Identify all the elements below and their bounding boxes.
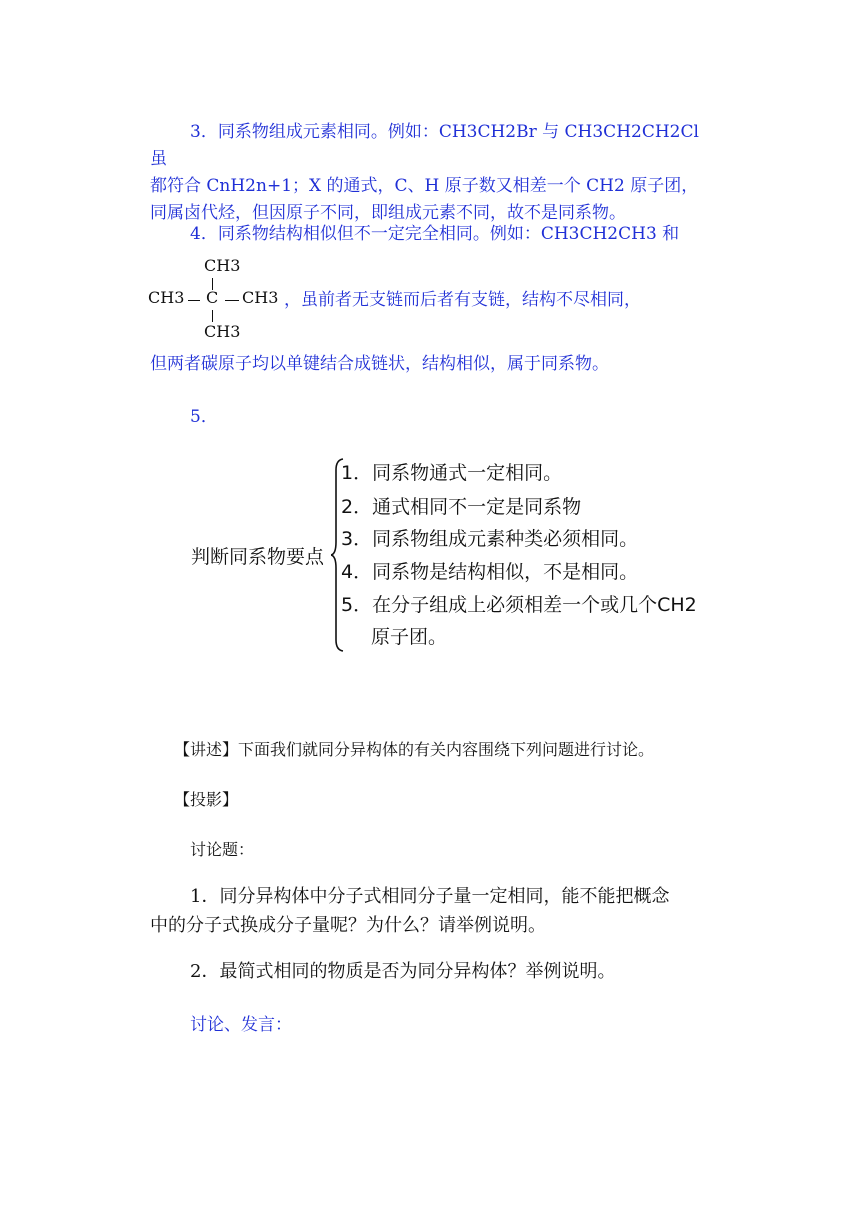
diagram-item-5-continued: 原子团。 [371,626,448,648]
question-2: 2．最简式相同的物质是否为同分异构体？举例说明。 [190,961,616,982]
question-1-line-2: 中的分子式换成分子量呢？为什么？请举例说明。 [150,915,546,936]
discussion-speak-label: 讨论、发言： [190,1015,292,1035]
diagram-key-label: 判断同系物要点 [191,546,325,568]
question-1 [150,882,720,940]
structure-top-group: CH3 [204,256,241,275]
diagram-item-3: 3．同系物组成元素种类必须相同。 [341,528,639,550]
question-1-line-1: 1．同分异构体中分子式相同分子量一定相同，能不能把概念 [190,886,670,907]
paragraph-5-number: 5． [190,407,218,427]
structure-bond-right [225,300,239,301]
paragraph-3-line-2: 都符合 CnH2n+1；X 的通式，C、H 原子数又相差一个 CH2 原子团， [150,176,699,196]
diagram-item-5: 5．在分子组成上必须相差一个或几个CH2 [341,594,697,616]
structure-bond-bottom [212,310,213,322]
paragraph-3-line-1: 3．同系物组成元素相同。例如：CH3CH2Br 与 CH3CH2CH2Cl 虽 [150,122,699,169]
diagram-item-2: 2．通式相同不一定是同系物 [341,496,582,518]
structure-bond-left [188,300,200,301]
curly-brace [331,458,345,652]
structure-bottom-group: CH3 [204,322,241,341]
paragraph-4-line-1: 4．同系物结构相似但不一定完全相同。例如：CH3CH2CH3 和 [190,224,680,244]
paragraph-4-line-2: ，虽前者无支链而后者有支链，结构不尽相同， [284,290,641,310]
lecture-statement: 【讲述】下面我们就同分异构体的有关内容围绕下列问题进行讨论。 [174,740,655,759]
criteria-diagram [185,450,745,655]
structure-center-atom: C [206,288,219,307]
diagram-item-1: 1．同系物通式一定相同。 [341,462,563,484]
structure-right-group: CH3 [242,288,279,307]
paragraph-3-line-3: 同属卤代烃，但因原子不同，即组成元素不同，故不是同系物。 [150,203,626,223]
paragraph-4-line-3: 但两者碳原子均以单键结合成链状，结构相似，属于同系物。 [150,354,609,374]
diagram-item-4: 4．同系物是结构相似，不是相同。 [341,561,639,583]
isobutane-structure [148,256,288,346]
projection-label: 【投影】 [174,790,239,809]
structure-left-group: CH3 [148,288,185,307]
discussion-title: 讨论题： [190,840,255,859]
paragraph-3 [150,119,720,227]
